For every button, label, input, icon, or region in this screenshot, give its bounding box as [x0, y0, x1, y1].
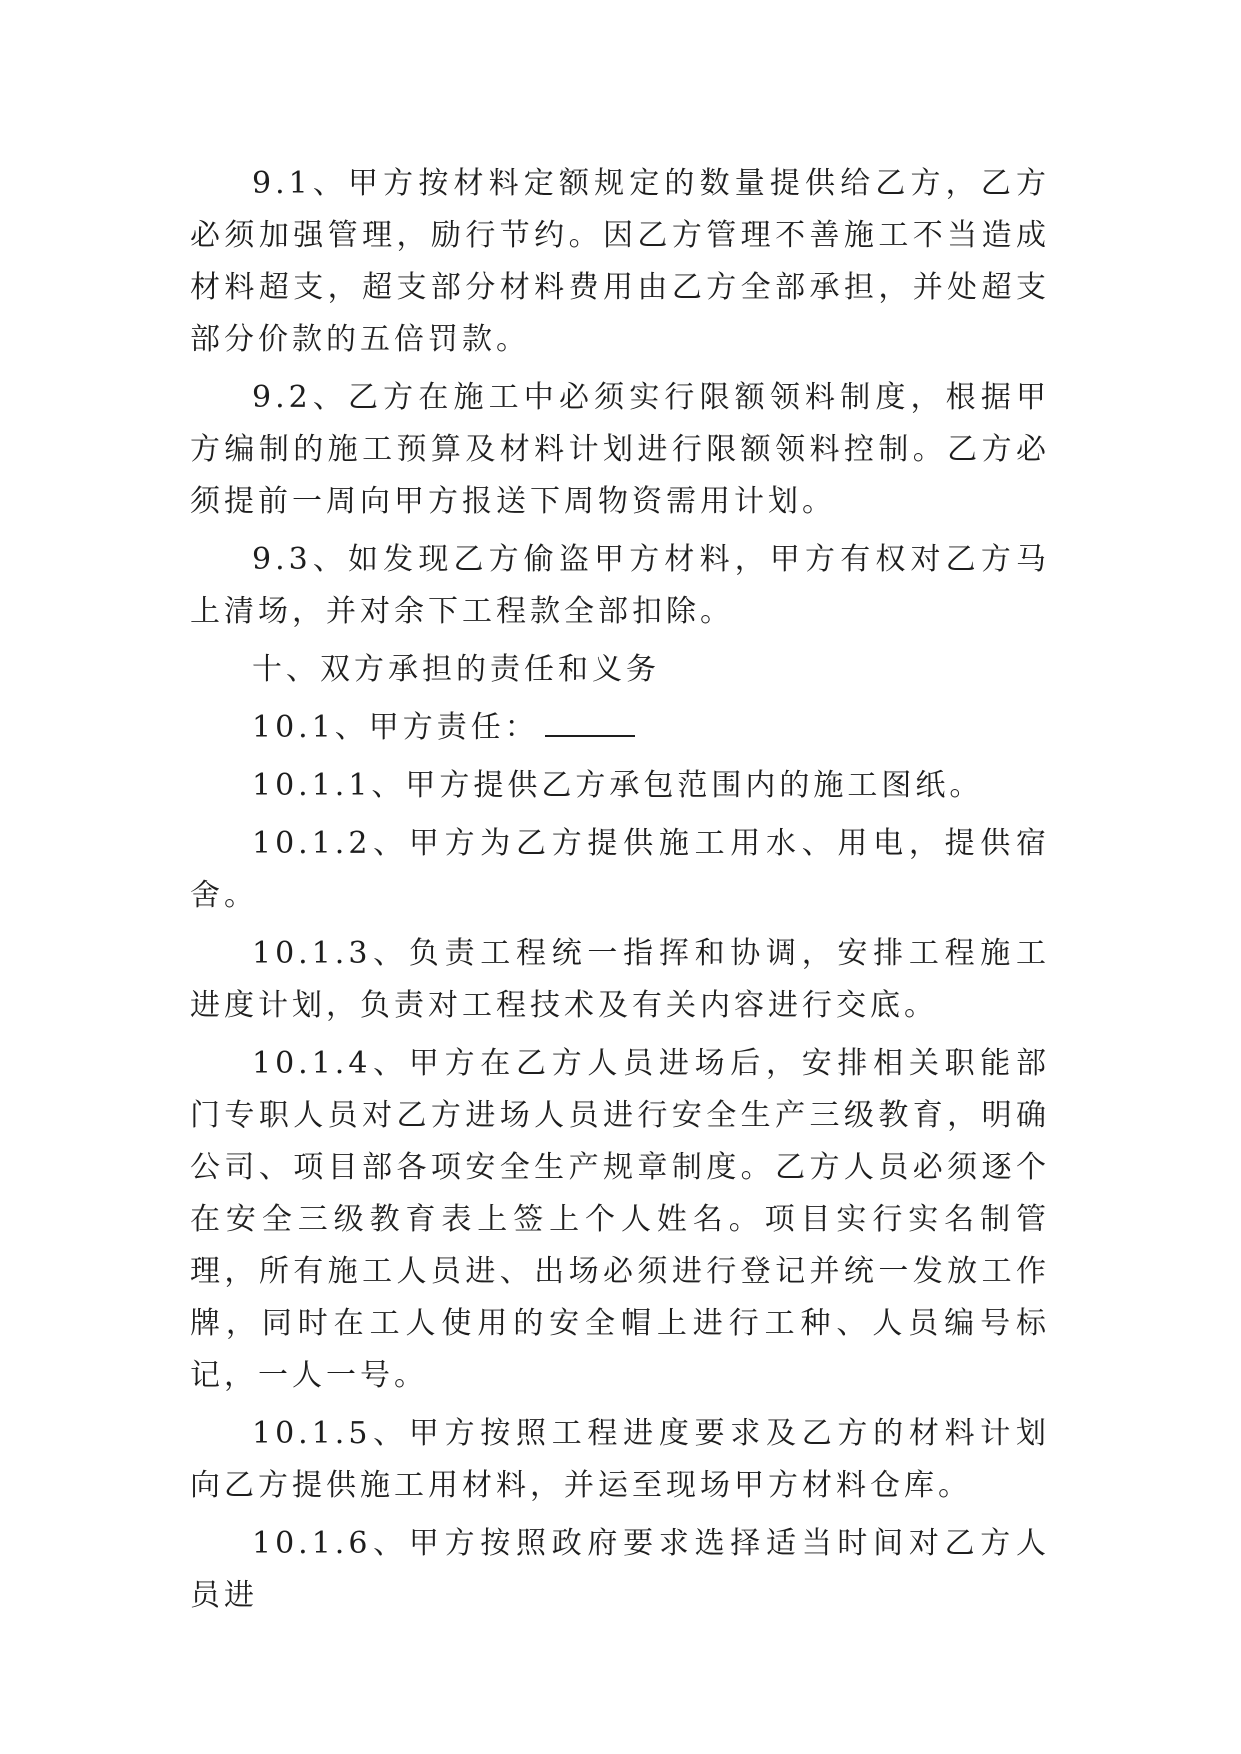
section-10-heading: 十、双方承担的责任和义务 — [252, 652, 660, 687]
clause-9-2: 9.2、乙方在施工中必须实行限额领料制度，根据甲方编制的施工预算及材料计划进行限额领料控制。乙方必须提前一周向甲方报送下周物资需用计划。 — [190, 380, 1050, 519]
clause-10-1-text: 10.1、甲方责任： — [252, 710, 539, 745]
clause-10-1-3: 10.1.3、负责工程统一指挥和协调，安排工程施工进度计划，负责对工程技术及有关内容进行交底。 — [190, 936, 1050, 1023]
clause-9-3: 9.3、如发现乙方偷盗甲方材料，甲方有权对乙方马上清场，并对余下工程款全部扣除。 — [190, 542, 1050, 629]
clause-10-1 — [190, 702, 1050, 754]
clause-9-1: 9.1、甲方按材料定额规定的数量提供给乙方，乙方必须加强管理，励行节约。因乙方管理不善施工不当造成材料超支，超支部分材料费用由乙方全部承担，并处超支部分价款的五倍罚款。 — [190, 166, 1050, 357]
document-body — [190, 158, 1050, 1628]
fill-in-blank — [545, 711, 635, 737]
clause-10-1-2: 10.1.2、甲方为乙方提供施工用水、用电，提供宿舍。 — [190, 826, 1050, 913]
clause-10-1-5: 10.1.5、甲方按照工程进度要求及乙方的材料计划向乙方提供施工用材料，并运至现场甲方材料仓库。 — [190, 1416, 1050, 1503]
clause-10-1-1: 10.1.1、甲方提供乙方承包范围内的施工图纸。 — [252, 768, 984, 803]
clause-10-1-6: 10.1.6、甲方按照政府要求选择适当时间对乙方人员进 — [190, 1526, 1050, 1613]
clause-10-1-4: 10.1.4、甲方在乙方人员进场后，安排相关职能部门专职人员对乙方进场人员进行安全生产三级教育，明确公司、项目部各项安全生产规章制度。乙方人员必须逐个在安全三级教育表上签上个人姓名。项目实行实名制管理，所有施工人员进、出场必须进行登记并统一发放工作牌，同时在工人使用的安全帽上进行工种、人员编号标记，一人一号。 — [190, 1046, 1050, 1393]
